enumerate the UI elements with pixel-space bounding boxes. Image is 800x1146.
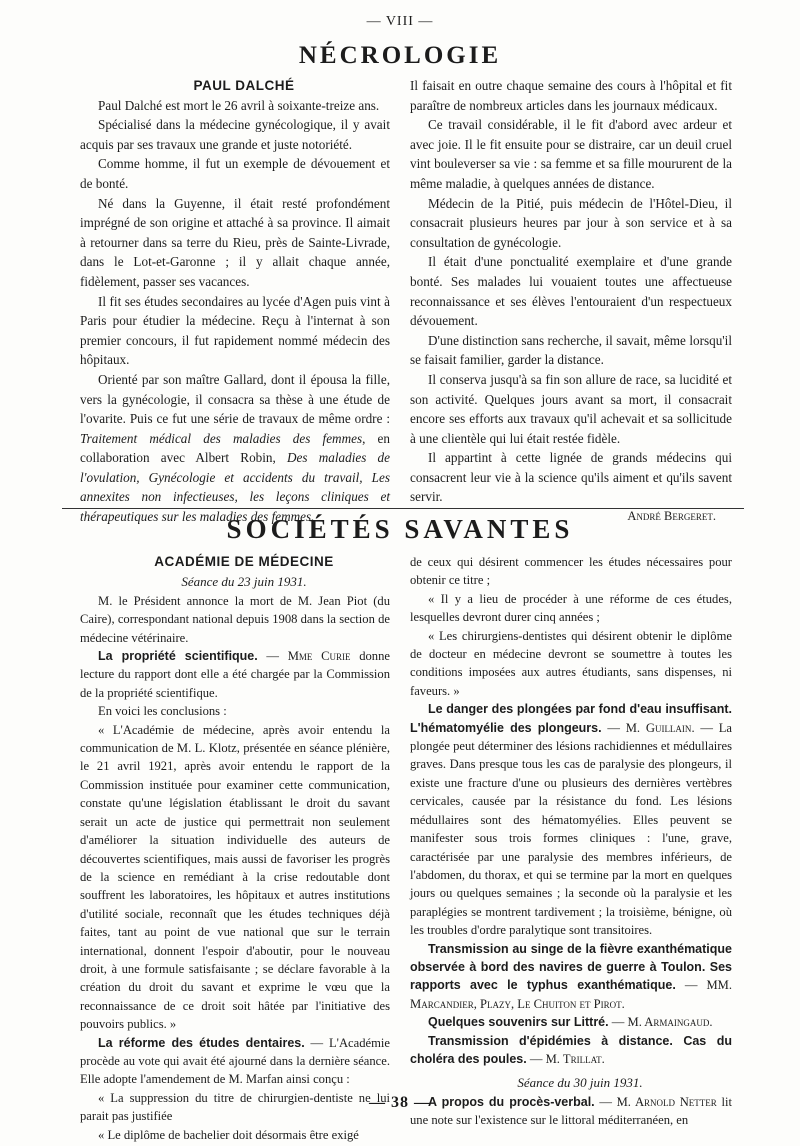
necrologie-right-column [410, 76, 732, 527]
paragraph: Médecin de la Pitié, puis médecin de l'Hôtel-Dieu, il consacrait plusieurs heures par jour à son service et à sa consultation de gynécologie. [410, 195, 732, 250]
author: Mme Curie [287, 649, 351, 664]
paragraph: « L'Académie de médecine, après avoir entendu la communication de M. L. Klotz, présentée en séance plénière, le 21 avril 1921, après avoir entendu le rapport de la Commission instituée pour examiner cette communication, constate qu'une législation établissant le droit du savant serait un acte de justice qui permettrait non seulement d'améliorer la situation individuelle des auteurs de découvertes scientifiques, mais aussi de favoriser les progrès de la science en remédiant à la crise redoutable dont souffrent les laboratoires, les hôpitaux et autres institutions d'utilité sociale, reconnaît que les études techniques déjà faites, tant au point de vue national que sur le terrain international, donnent l'espoir d'aboutir, pour le nouveau droit, à une formule satisfaisante ; se déclare favorable à la création du droit du savant et exprime le vœu que la reconnaissance de ce droit soit hâtée par l'initiative des pouvoirs publics. » [80, 722, 390, 1032]
paragraph: La propriété scientifique. — Mme Curie donne lecture du rapport dont elle a été chargée par la Commission de la propriété scientifique. [80, 649, 390, 700]
works-collab: , en collaboration avec Albert Robin, [80, 430, 390, 466]
paragraph [80, 1034, 390, 1089]
signature: André Bergeret. [627, 509, 716, 524]
paragraph: Spécialisé dans la médecine gynécologique, il y avait acquis par ses travaux une grande et juste notoriété. [80, 117, 390, 152]
topic-heading: La réforme des études dentaires. [98, 1035, 305, 1050]
author: M. Arnold Netter [616, 1094, 717, 1109]
author: M. Armaingaud. [627, 1015, 713, 1030]
paragraph: « Il y a lieu de procéder à une réforme de ces études, lesquelles devront durer cinq années ; [410, 591, 732, 625]
topic-heading: Quelques souvenirs sur Littré. [428, 1015, 609, 1030]
session-date: Séance du 23 juin 1931. [181, 574, 307, 590]
paragraph: « La suppression du titre de chirurgien-dentiste ne lui parait pas justifiée [80, 1090, 390, 1124]
societes-right-column [410, 553, 732, 1130]
paragraph: Il fit ses études secondaires au lycée d'Agen puis vint à Paris pour étudier la médecine. Reçu à l'internat à son premier concours, il fut rapidement nommé médecin des hôpitaux. [80, 293, 390, 368]
paragraph: « Les chirurgiens-dentistes qui désirent obtenir le diplôme de docteur en médecine devront se soumettre à toutes les conditions imposées aux autres étudiants, sans dispenses, ni faveurs. » [410, 628, 732, 698]
work-title: Traitement médical des maladies des femmes [80, 430, 363, 446]
paragraph: Ce travail considérable, il le fit d'abord avec ardeur et avec joie. Il le fit ensuite pour se distraire, car un deuil cruel vint bouleverser sa vie : sa femme et sa fille moururent de la même maladie, à quelques années de distance. [410, 117, 732, 191]
topic-text: — L'Académie procède au vote qui avait été ajourné dans la dernière séance. Elle adopte l'amendement de M. Marfan ainsi conçu : [80, 1035, 390, 1087]
topic-text: donne lecture du rapport dont elle a été chargée par la Commission de la propriété scientifique. [80, 649, 390, 700]
paragraph: En voici les conclusions : [98, 704, 227, 719]
paragraph: Paul Dalché est mort le 26 avril à soixante-treize ans. [98, 97, 380, 113]
topic-heading: La propriété scientifique. [98, 649, 258, 664]
paragraph: Le danger des plongées par fond d'eau insuffisant. L'hématomyélie des plongeurs. — M. Guillain. — La plongée peut déterminer des lésions rachidiennes et médullaires graves. Dans presque tous les cas de paralysie des plongeurs, il existe une fracture d'une ou plusieurs des dernières vertèbres cervicales, causée par la résistance du fond. Les lésions médullaires sont des hématomyélies. Elles peuvent se manifester sous trois formes cliniques : l'une, grave, caractérisée par une paralysie des membres inférieurs, de l'abdomen, du thorax, et qui se termine par la mort en quelques jours ou quelques semaines ; la seconde où la paralysie et les paraplégies se montrent tardivement ; la troisième, bénigne, où les troubles d'ordre paralytique sont transitoires. [410, 702, 733, 938]
paragraph: Transmission d'épidémies à distance. Cas du choléra des poules. — M. Trillat. [410, 1033, 732, 1066]
session-date: Séance du 30 juin 1931. [517, 1075, 643, 1091]
topic-text: La plongée peut déterminer des lésions rachidiennes et médullaires graves. Dans presque tous les cas de paralysie des plongeurs, il existe une fracture d'une ou plusieurs des dernières vertèbres cervicales, causée par la résistance du fond. Les lésions médullaires sont des hématomyélies. Elles peuvent se manifester sous trois formes cliniques : l'une, grave, caractérisée par une paralysie des membres inférieurs, de l'abdomen, du thorax, et qui se termine par la mort en quelques jours ou quelques semaines ; la seconde où la paralysie et les paraplégies se montrent tardivement ; la troisième, bénigne, où les troubles d'ordre paralytique sont transitoires. [410, 720, 733, 938]
obituary-heading: PAUL DALCHÉ [193, 78, 295, 93]
roman-folio: — VIII — [366, 14, 434, 29]
paragraph: Il conserva jusqu'à sa fin son allure de race, sa lucidité et son activité. Quelques jours avant sa mort, il consacrait encore ses efforts aux travaux qu'il achevait et sa sollicitude à une clientèle qui lui était restée fidèle. [410, 371, 732, 446]
author: M. Guillain [625, 720, 692, 735]
paragraph: Né dans la Guyenne, il était resté profondément imprégné de son origine et attaché à sa province. Il aimait à retourner dans sa terre du Rieu, près de Sainte-Livrade, dans le Lot-et-Garonne ; il y allait chaque année, fidèlement, passer ses vacances. [80, 195, 390, 289]
topic-heading: Transmission d'épidémies à distance. Cas du choléra des poules. [410, 1033, 732, 1066]
topic-text: lit une note sur l'existence sur le littoral méditerranéen, en [410, 1094, 732, 1128]
topic-heading: Transmission au singe de la fièvre exanthématique observée à bord des navires de guerre à Toulon. Ses rapports avec le typhus exanthématique. [410, 941, 732, 993]
paragraph: Quelques souvenirs sur Littré. — M. Armaingaud. [428, 1015, 713, 1030]
paragraph: Comme homme, il fut un exemple de dévouement et de bonté. [80, 156, 390, 191]
section-divider [62, 508, 744, 509]
paragraph-works [80, 370, 390, 527]
paragraph: D'une distinction sans recherche, il savait, même lorsqu'il se faisait familier, garder la distance. [410, 332, 732, 368]
paragraph: A propos du procès-verbal. — M. Arnold Netter lit une note sur l'existence sur le littoral méditerranéen, en [410, 1094, 732, 1128]
paragraph: Il appartint à cette lignée de grands médecins qui consacrent leur vie à la science qu'ils aiment et qu'ils savent servir. [410, 450, 732, 505]
societes-title: SOCIÉTÉS SAVANTES [226, 514, 574, 544]
academie-heading: ACADÉMIE DE MÉDECINE [154, 554, 334, 569]
works-intro: Orienté par son maître Gallard, dont il épousa la fille, vers la gynécologie, il consacra sa thèse à une étude de l'ovarite. Puis ce fut une série de travaux de même ordre : [80, 371, 390, 427]
author: MM. Marcandier, Plazy, Le Chuiton et Pirot. [410, 978, 732, 1011]
necrologie-title: NÉCROLOGIE [298, 42, 502, 69]
paragraph: de ceux qui désirent commencer les études nécessaires pour obtenir ce titre ; [410, 555, 732, 588]
paragraph: « Le diplôme de bachelier doit désormais être exigé [98, 1127, 359, 1142]
author: M. Trillat. [545, 1051, 605, 1066]
paragraph: Il était d'une ponctualité exemplaire et d'une grande bonté. Ses malades lui vouaient toutes une affectueuse reconnaissance et ses élèves l'entouraient d'un respectueux dévouement. [410, 254, 732, 329]
societes-left-column [80, 553, 390, 1144]
topic-heading: A propos du procès-verbal. [428, 1094, 595, 1109]
topic-heading: Le danger des plongées par fond d'eau insuffisant. L'hématomyélie des plongeurs. [410, 702, 732, 735]
page-number: — 38 — [369, 1094, 431, 1111]
paragraph: Transmission au singe de la fièvre exanthématique observée à bord des navires de guerre à Toulon. Ses rapports avec le typhus exanthématique. — MM. Marcandier, Plazy, Le Chuiton et Pirot. [410, 941, 732, 1011]
paragraph: Il faisait en outre chaque semaine des cours à l'hôpital et fit paraître de nombreux articles dans les journaux médicaux. [410, 78, 732, 113]
necrologie-left-column [80, 76, 390, 527]
paragraph: M. le Président annonce la mort de M. Jean Piot (du Caire), correspondant national depuis 1908 dans la section de médecine vétérinaire. [80, 593, 390, 645]
work-titles: Des maladies de l'ovulation, Gynécologie et accidents du travail, Les annexites non infectieuses, les leçons cliniques et thérapeutiques sur les maladies des femmes. [80, 450, 391, 525]
